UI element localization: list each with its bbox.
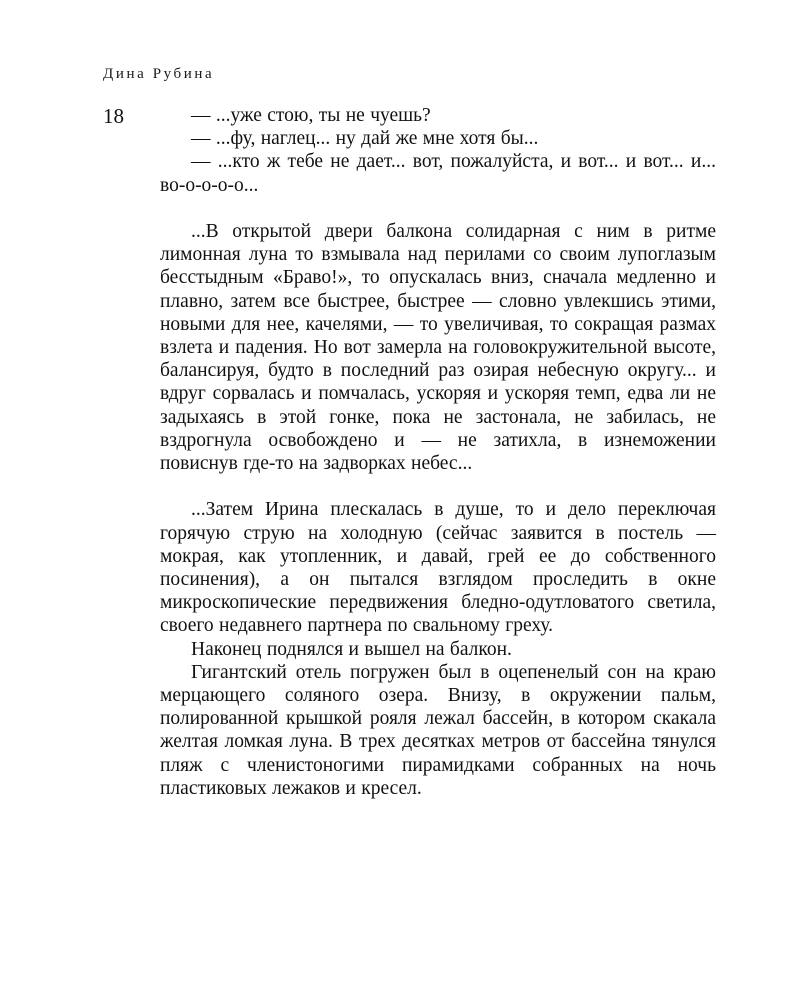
paragraph: ...В открытой двери балкона солидарная с ним в ритме лимонная луна то взмывала над перилами со своим лупоглазым бесстыдным «Браво!», то опускалась вниз, сначала медленно и плавно, затем все быстрее, быстрее — словно увлекшись этими, новыми для нее, качелями, — то увеличивая, то сокращая размах взлета и падения. Но вот замерла на головокружительной высоте, балансируя, будто в последний раз озирая небесную округу... и вдруг сорвалась и помчалась, ускоряя и ускоряя темп, едва ли не задыхаясь в этой гонке, пока не застонала, не забилась, не вздрогнула освобождено и — не затихла, в изнеможении повиснув где-то на задворках небес...	[160, 221, 716, 475]
paragraph: Наконец поднялся и вышел на балкон.	[191, 638, 512, 660]
text-body	[160, 104, 716, 800]
dialogue-line: — ...уже стою, ты не чуешь?	[191, 105, 431, 126]
dialogue-line: — ...кто ж тебе не дает... вот, пожалуйста, и вот... и вот... и... во-о-о-о-о...	[160, 151, 716, 196]
page-number: 18	[103, 104, 124, 128]
paragraph: ...Затем Ирина плескалась в душе, то и дело переключая горячую струю на холодную (сейчас заявится в постель — мокрая, как утопленник, и давай, грей ее до собственного посинения), а он пытался взглядом проследить в окне микроскопические передвижения бледно-одутловатого светила, своего недавнего партнера по свальному греху.	[160, 499, 716, 637]
running-head: Дина Рубина	[103, 66, 215, 82]
dialogue-line: — ...фу, наглец... ну дай же мне хотя бы...	[191, 128, 539, 150]
paragraph: Гигантский отель погружен был в оцепенелый сон на краю мерцающего соляного озера. Внизу, в окружении пальм, полированной крышкой рояля лежал бассейн, в котором скакала желтая ломкая луна. В трех десятках метров от бассейна тянулся пляж с членистоногими пирамидками собранных на ночь пластиковых лежаков и кресел.	[160, 661, 716, 799]
